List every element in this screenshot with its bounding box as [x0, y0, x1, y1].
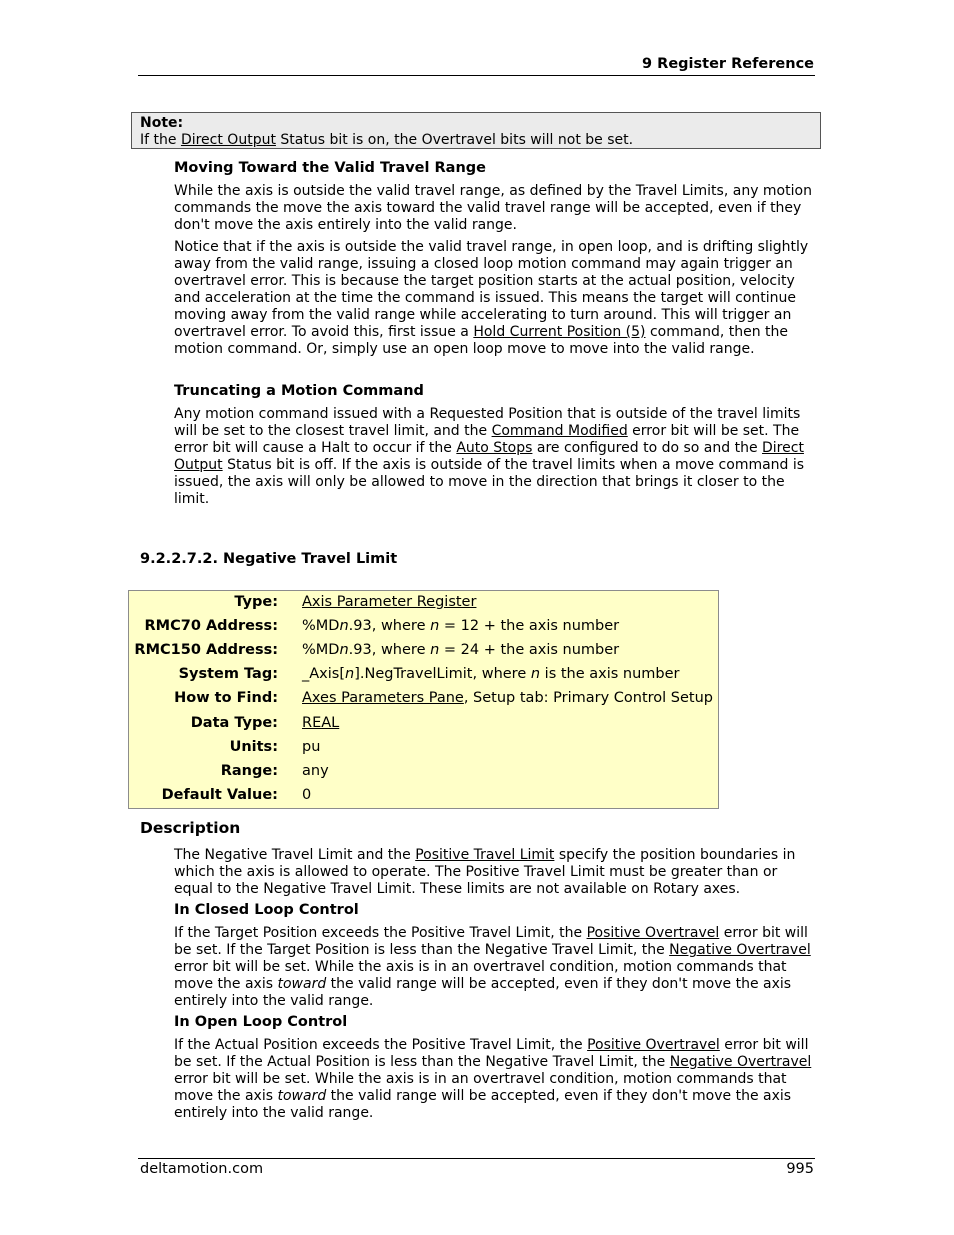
closed-text-d: the valid range will be accepted, even if they don't move the axis entirely into the valid range. — [174, 976, 792, 1009]
footer-page-number: 995 — [786, 1161, 814, 1177]
param-label: How to Find: — [174, 690, 278, 706]
note-text-pre: If the — [140, 132, 181, 148]
command-modified-link[interactable]: Command Modified — [491, 423, 628, 439]
tag-mid: ].NegTravelLimit, where — [354, 666, 531, 682]
rmc150-prefix: %MD — [302, 642, 340, 658]
param-label: RMC150 Address: — [134, 642, 278, 658]
param-value: pu — [302, 739, 321, 755]
rmc70-n2: n — [430, 618, 440, 634]
closed-text-c: error bit will be set. While the axis is in an overtravel condition, motion commands that move the axis — [174, 959, 787, 992]
positive-travel-limit-link[interactable]: Positive Travel Limit — [415, 847, 555, 863]
trunc-text-b: error bit will be set. The error bit will cause a Halt to occur if the — [174, 423, 800, 456]
rmc150-n: n — [339, 642, 349, 658]
rmc150-mid: .93, where — [348, 642, 431, 658]
tag-n: n — [345, 666, 355, 682]
note-box — [131, 112, 821, 149]
moving-toward-paragraph-1 — [174, 183, 816, 234]
param-label: Default Value: — [161, 787, 278, 803]
open-text-emphasis: toward — [277, 1088, 327, 1104]
rmc70-prefix: %MD — [302, 618, 340, 634]
section-title: 9.2.2.7.2. Negative Travel Limit — [140, 551, 398, 567]
param-row-data-type — [129, 713, 718, 737]
page-header-title: 9 Register Reference — [642, 56, 814, 72]
closed-text-a: If the Target Position exceeds the Positive Travel Limit, the — [174, 925, 587, 941]
note-text — [140, 132, 812, 149]
tag-n2: n — [530, 666, 541, 682]
param-value: 0 — [302, 787, 312, 803]
truncating-paragraph — [174, 406, 816, 508]
auto-stops-link[interactable]: Auto Stops — [456, 440, 533, 456]
open-loop-paragraph — [174, 1037, 816, 1122]
parameter-table — [128, 590, 719, 809]
real-type-link[interactable]: REAL — [302, 715, 340, 731]
param-value — [302, 664, 680, 684]
find-rest: , Setup tab: Primary Control Setup — [463, 690, 714, 706]
axes-parameters-pane-link[interactable]: Axes Parameters Pane — [302, 690, 464, 706]
open-text-d: the valid range will be accepted, even if they don't move the axis entirely into the valid range. — [174, 1088, 792, 1121]
param-row-rmc150 — [129, 640, 718, 664]
param-value: any — [302, 763, 329, 779]
rmc150-n2: n — [430, 642, 440, 658]
axis-parameter-register-link[interactable]: Axis Parameter Register — [302, 594, 477, 610]
open-loop-heading: In Open Loop Control — [174, 1014, 348, 1030]
footer-divider — [138, 1158, 815, 1159]
direct-output-link[interactable]: Direct Output — [180, 132, 276, 148]
direct-output-link-2[interactable]: Direct Output — [174, 440, 804, 473]
param-label: Range: — [220, 763, 278, 779]
positive-overtravel-link-2[interactable]: Positive Overtravel — [587, 1037, 720, 1053]
param-label: Type: — [234, 594, 278, 610]
rmc70-suffix: = 12 + the axis number — [439, 618, 620, 634]
open-text-a: If the Actual Position exceeds the Positive Travel Limit, the — [174, 1037, 588, 1053]
hold-current-position-link[interactable]: Hold Current Position (5) — [473, 324, 646, 340]
trunc-text-a: Any motion command issued with a Requested Position that is outside of the travel limits will be set to the closest travel limit, and the — [174, 406, 801, 439]
rmc150-suffix: = 24 + the axis number — [439, 642, 620, 658]
param-label: System Tag: — [178, 666, 278, 682]
tag-prefix: _Axis[ — [302, 666, 345, 682]
desc-text-b: specify the position boundaries in which the axis is allowed to operate. The Positive Travel Limit must be greater than or equal to the Negative Travel Limit. These limits are not available on Rotary axes. — [174, 847, 796, 897]
note-text-post: Status bit is on, the Overtravel bits will not be set. — [275, 132, 634, 148]
open-text-b: error bit will be set. If the Actual Position is less than the Negative Travel Limit, the — [174, 1037, 809, 1070]
moving-p2-pre: Notice that if the axis is outside the valid travel range, in open loop, and is drifting slightly away from the valid range, issuing a closed loop motion command may again trigger an overtravel error. This is because the target position starts at the actual position, velocity and acceleration at the time the command is issued. This means the target will continue moving away from the valid range while accelerating to turn around. This will trigger an overtravel error. To avoid this, first issue a — [174, 239, 809, 340]
param-row-default — [129, 785, 718, 809]
trunc-text-d: Status bit is off. If the axis is outside of the travel limits when a move command is issued, the axis will only be allowed to move in the direction that brings it closer to the limit. — [174, 457, 805, 507]
moving-toward-paragraph-2 — [174, 239, 816, 358]
param-row-range — [129, 761, 718, 785]
footer-site: deltamotion.com — [140, 1161, 264, 1177]
description-heading: Description — [140, 819, 241, 837]
tag-suffix: is the axis number — [540, 666, 680, 682]
param-row-system-tag — [129, 664, 718, 688]
closed-text-emphasis: toward — [277, 976, 327, 992]
param-row-units — [129, 737, 718, 761]
moving-p2-post: command, then the motion command. Or, simply use an open loop move to move into the valid range. — [174, 324, 789, 357]
moving-p1-text: While the axis is outside the valid travel range, as defined by the Travel Limits, any motion commands the move the axis toward the valid travel range will be accepted, even if they don't move the axis entirely into the valid range. — [174, 183, 812, 233]
closed-text-b: error bit will be set. If the Target Position is less than the Negative Travel Limit, the — [174, 925, 808, 958]
truncating-heading: Truncating a Motion Command — [174, 383, 424, 399]
positive-overtravel-link[interactable]: Positive Overtravel — [586, 925, 720, 941]
param-label: Data Type: — [190, 715, 278, 731]
closed-loop-heading: In Closed Loop Control — [174, 902, 359, 918]
param-label: Units: — [229, 739, 278, 755]
rmc70-mid: .93, where — [348, 618, 431, 634]
trunc-text-c: are configured to do so and the — [532, 440, 763, 456]
param-value — [302, 640, 619, 660]
closed-loop-paragraph — [174, 925, 816, 1010]
negative-overtravel-link[interactable]: Negative Overtravel — [669, 942, 811, 958]
param-value — [302, 592, 476, 612]
param-label: RMC70 Address: — [144, 618, 278, 634]
moving-toward-heading: Moving Toward the Valid Travel Range — [174, 160, 486, 176]
rmc70-n: n — [339, 618, 349, 634]
param-value — [302, 688, 713, 708]
negative-overtravel-link-2[interactable]: Negative Overtravel — [669, 1054, 812, 1070]
desc-text-a: The Negative Travel Limit and the — [174, 847, 416, 863]
description-paragraph — [174, 847, 816, 898]
param-row-type — [129, 592, 718, 616]
param-row-how-to-find — [129, 688, 718, 712]
open-text-c: error bit will be set. While the axis is in an overtravel condition, motion commands that move the axis — [174, 1071, 787, 1104]
header-divider — [138, 75, 815, 76]
param-value — [302, 616, 619, 636]
note-label: Note: — [140, 115, 184, 131]
param-row-rmc70 — [129, 616, 718, 640]
param-value — [302, 713, 339, 733]
